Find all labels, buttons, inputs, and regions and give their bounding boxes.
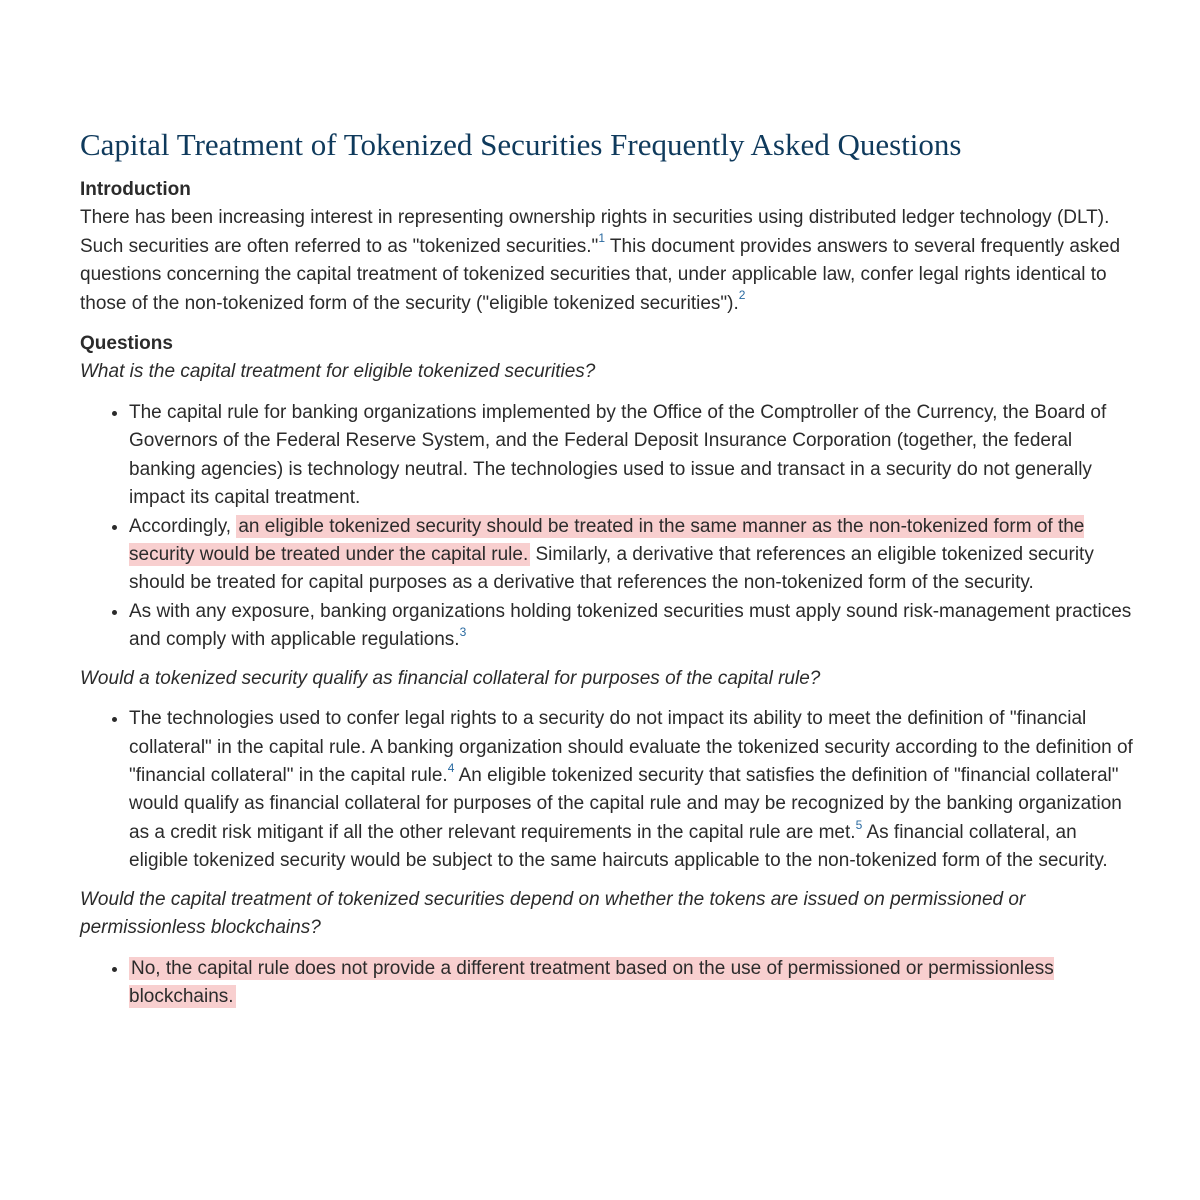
answer-text-part-3: As financial collateral, an eligible tokenized security would be subject to the same haircuts applicable to the non-tokenized form of the security. [129,821,1108,872]
question-1: What is the capital treatment for eligible tokenized securities? [80,361,596,383]
answer-text: The capital rule for banking organizations implemented by the Office of the Comptroller of the Currency, the Board of Governors of the Federal Reserve System, and the Federal Deposit Insurance Corporation (together, the federal banking agencies) is technology neutral. The technologies used to issue and transact in a security do not generally impact its capital treatment. [129,401,1107,509]
footnote-link-3[interactable]: 3 [459,624,467,639]
question-2-answers [80,705,1140,875]
highlighted-text: No, the capital rule does not provide a different treatment based on the use of permissioned or permissionless blockchains. [129,957,1054,1008]
document-page [80,120,1140,1022]
answer-text-prefix: Accordingly, [129,515,237,537]
answer-item [129,955,1140,1012]
introduction-paragraph [80,204,1140,318]
introduction-heading: Introduction [80,179,191,200]
question-2: Would a tokenized security qualify as financial collateral for purposes of the capital rule? [80,667,821,689]
answer-text-part-1: The technologies used to confer legal rights to a security do not impact its ability to meet the definition of "financial collateral" in the capital rule. A banking organization should evaluate the tokenized security according to the definition of "financial collateral" in the capital rule. [129,708,1133,787]
answer-text-suffix: Similarly, a derivative that references an eligible tokenized security should be treated for capital purposes as a derivative that references the non-tokenized form of the security. [129,544,1094,594]
page-title: Capital Treatment of Tokenized Securities Frequently Asked Questions [80,127,962,162]
answer-text: As with any exposure, banking organizations holding tokenized securities must apply sound risk-management practices and comply with applicable regulations. [129,600,1132,651]
question-3-answers [80,955,1140,1012]
answer-item [129,399,1140,513]
answer-item [129,705,1140,875]
introduction-text-2: This document provides answers to several frequently asked questions concerning the capital treatment of tokenized securities that, under applicable law, confer legal rights identical to those of the non-tokenized form of the security ("eligible tokenized securities"). [80,235,1121,314]
question-3: Would the capital treatment of tokenized securities depend on whether the tokens are issued on permissioned or permissionless blockchains? [80,888,1026,939]
answer-text-part-2: An eligible tokenized security that satisfies the definition of "financial collateral" would qualify as financial collateral for purposes of the capital rule and may be recognized by the banking organization as a credit risk mitigant if all the other relevant requirements in the capital rule are met. [129,765,1122,843]
questions-heading: Questions [80,333,173,355]
answer-item [129,598,1140,655]
footnote-link-4[interactable]: 4 [447,760,455,775]
highlighted-text: an eligible tokenized security should be treated in the same manner as the non-tokenized form of the security would be treated under the capital rule. [129,515,1085,565]
answer-item [129,513,1140,598]
footnote-link-5[interactable]: 5 [855,817,863,832]
footnote-link-2[interactable]: 2 [738,288,746,303]
footnote-link-1[interactable]: 1 [598,231,605,246]
question-1-answers [80,399,1140,655]
introduction-text-1: There has been increasing interest in representing ownership rights in securities using distributed ledger technology (DLT). Such securities are often referred to as "tokenized securities." [80,207,1110,257]
